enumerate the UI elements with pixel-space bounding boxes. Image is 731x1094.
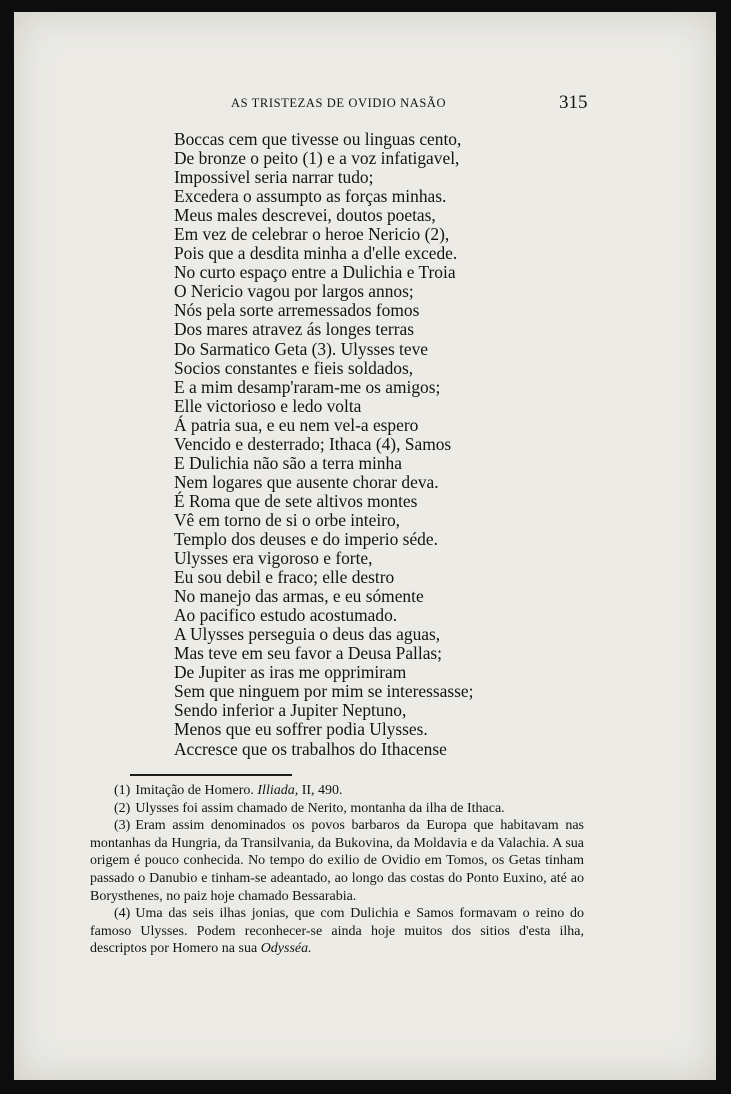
- verse-line: Meus males descrevei, doutos poetas,: [174, 205, 436, 226]
- verse-line: É Roma que de sete altivos montes: [174, 490, 418, 511]
- verse-line: Sendo inferior a Jupiter Neptuno,: [174, 700, 407, 721]
- verse-line: Socios constantes e fieis soldados,: [174, 357, 414, 378]
- page-number: 315: [559, 92, 588, 113]
- verse-line: A Ulysses perseguia o deus das aguas,: [174, 624, 441, 645]
- verse-line: Nem logares que ausente chorar deva.: [174, 471, 439, 492]
- footnote-italic: Illiada,: [257, 783, 299, 798]
- footnote-marker: (4): [114, 906, 131, 922]
- running-title: AS TRISTEZAS DE OVIDIO NASÃO: [231, 96, 447, 110]
- book-page: [14, 12, 716, 1080]
- verse-line: Mas teve em seu favor a Deusa Pallas;: [174, 643, 443, 664]
- verse-line: No manejo das armas, e eu sómente: [174, 586, 424, 607]
- footnote-2: [90, 800, 584, 818]
- verse-line: No curto espaço entre a Dulichia e Troia: [174, 262, 456, 283]
- footnote-text: Uma das seis ilhas jonias, que com Dulichia e Samos formavam o reino do famoso Ulysses. Podem reconhecer-se ainda hoje muitos dos sitios d'esta ilha, descriptos por Homero na sua: [90, 906, 584, 957]
- verse-line: Nós pela sorte arremessados fomos: [174, 300, 420, 321]
- verse-line: Ulysses era vigoroso e forte,: [174, 548, 373, 569]
- footnote-marker: (3): [114, 818, 131, 834]
- verse-line: Vê em torno de si o orbe inteiro,: [174, 509, 401, 530]
- verse-line: Ao pacifico estudo acostumado.: [174, 605, 398, 626]
- footnote-text-after: II, 490.: [298, 783, 343, 798]
- verse-line: Elle victorioso e ledo volta: [174, 395, 362, 416]
- verse-line: Dos mares atravez ás longes terras: [174, 319, 414, 340]
- footnote-text: Ulysses foi assim chamado de Nerito, montanha da ilha de Ithaca.: [135, 800, 505, 816]
- verse-line: O Nericio vagou por largos annos;: [174, 281, 414, 302]
- verse-line: Excedera o assumpto as forças minhas.: [174, 186, 447, 207]
- verse-line: De bronze o peito (1) e a voz infatigavel,: [174, 148, 460, 169]
- verse-line: E Dulichia não são a terra minha: [174, 452, 402, 473]
- verse-line: Sem que ninguem por mim se interessasse;: [174, 681, 474, 702]
- verse-line: De Jupiter as iras me opprimiram: [174, 662, 407, 683]
- verse-line: Accresce que os trabalhos do Ithacense: [174, 738, 447, 759]
- footnote-1: [90, 782, 584, 800]
- verse-line: Eu sou debil e fraco; elle destro: [174, 567, 395, 588]
- footnote-marker: (2): [114, 800, 131, 816]
- footnote-4: [90, 905, 584, 958]
- footnote-italic: Odysséa.: [260, 941, 312, 957]
- verse-line: Á patria sua, e eu nem vel-a espero: [174, 414, 419, 435]
- verse-line: Boccas cem que tivesse ou linguas cento,: [174, 129, 462, 149]
- verse-block: [174, 130, 473, 759]
- footnote-rule: [130, 774, 292, 776]
- verse-line: Impossivel seria narrar tudo;: [174, 167, 374, 188]
- footnote-marker: (1): [114, 783, 131, 798]
- verse-line: Do Sarmatico Geta (3). Ulysses teve: [174, 338, 429, 359]
- verse-line: Menos que eu soffrer podia Ulysses.: [174, 719, 428, 740]
- running-head: [14, 92, 716, 116]
- footnotes: [90, 782, 584, 958]
- footnote-3: [90, 817, 584, 905]
- verse-line: Templo dos deuses e do imperio séde.: [174, 528, 438, 549]
- verse-line: Em vez de celebrar o heroe Nericio (2),: [174, 224, 450, 245]
- verse-line: E a mim desamp'raram-me os amigos;: [174, 376, 441, 397]
- verse-line: Vencido e desterrado; Ithaca (4), Samos: [174, 433, 452, 454]
- footnote-text: Imitação de Homero.: [135, 783, 258, 798]
- footnote-text: Eram assim denominados os povos barbaros da Europa que habitavam nas montanhas da Hungria, da Transilvania, da Bukovina, da Moldavia e da Valachia. A sua origem é pouco conhecida. No tempo do exilio de Ovidio em Tomos, os Getas tinham passado o Danubio e tinham-se adeantado, ao longo das costas do Ponto Euxino, até ao Borysthenes, no paiz hoje chamado Bessarabia.: [90, 818, 584, 904]
- verse-line: Pois que a desdita minha a d'elle excede.: [174, 243, 458, 264]
